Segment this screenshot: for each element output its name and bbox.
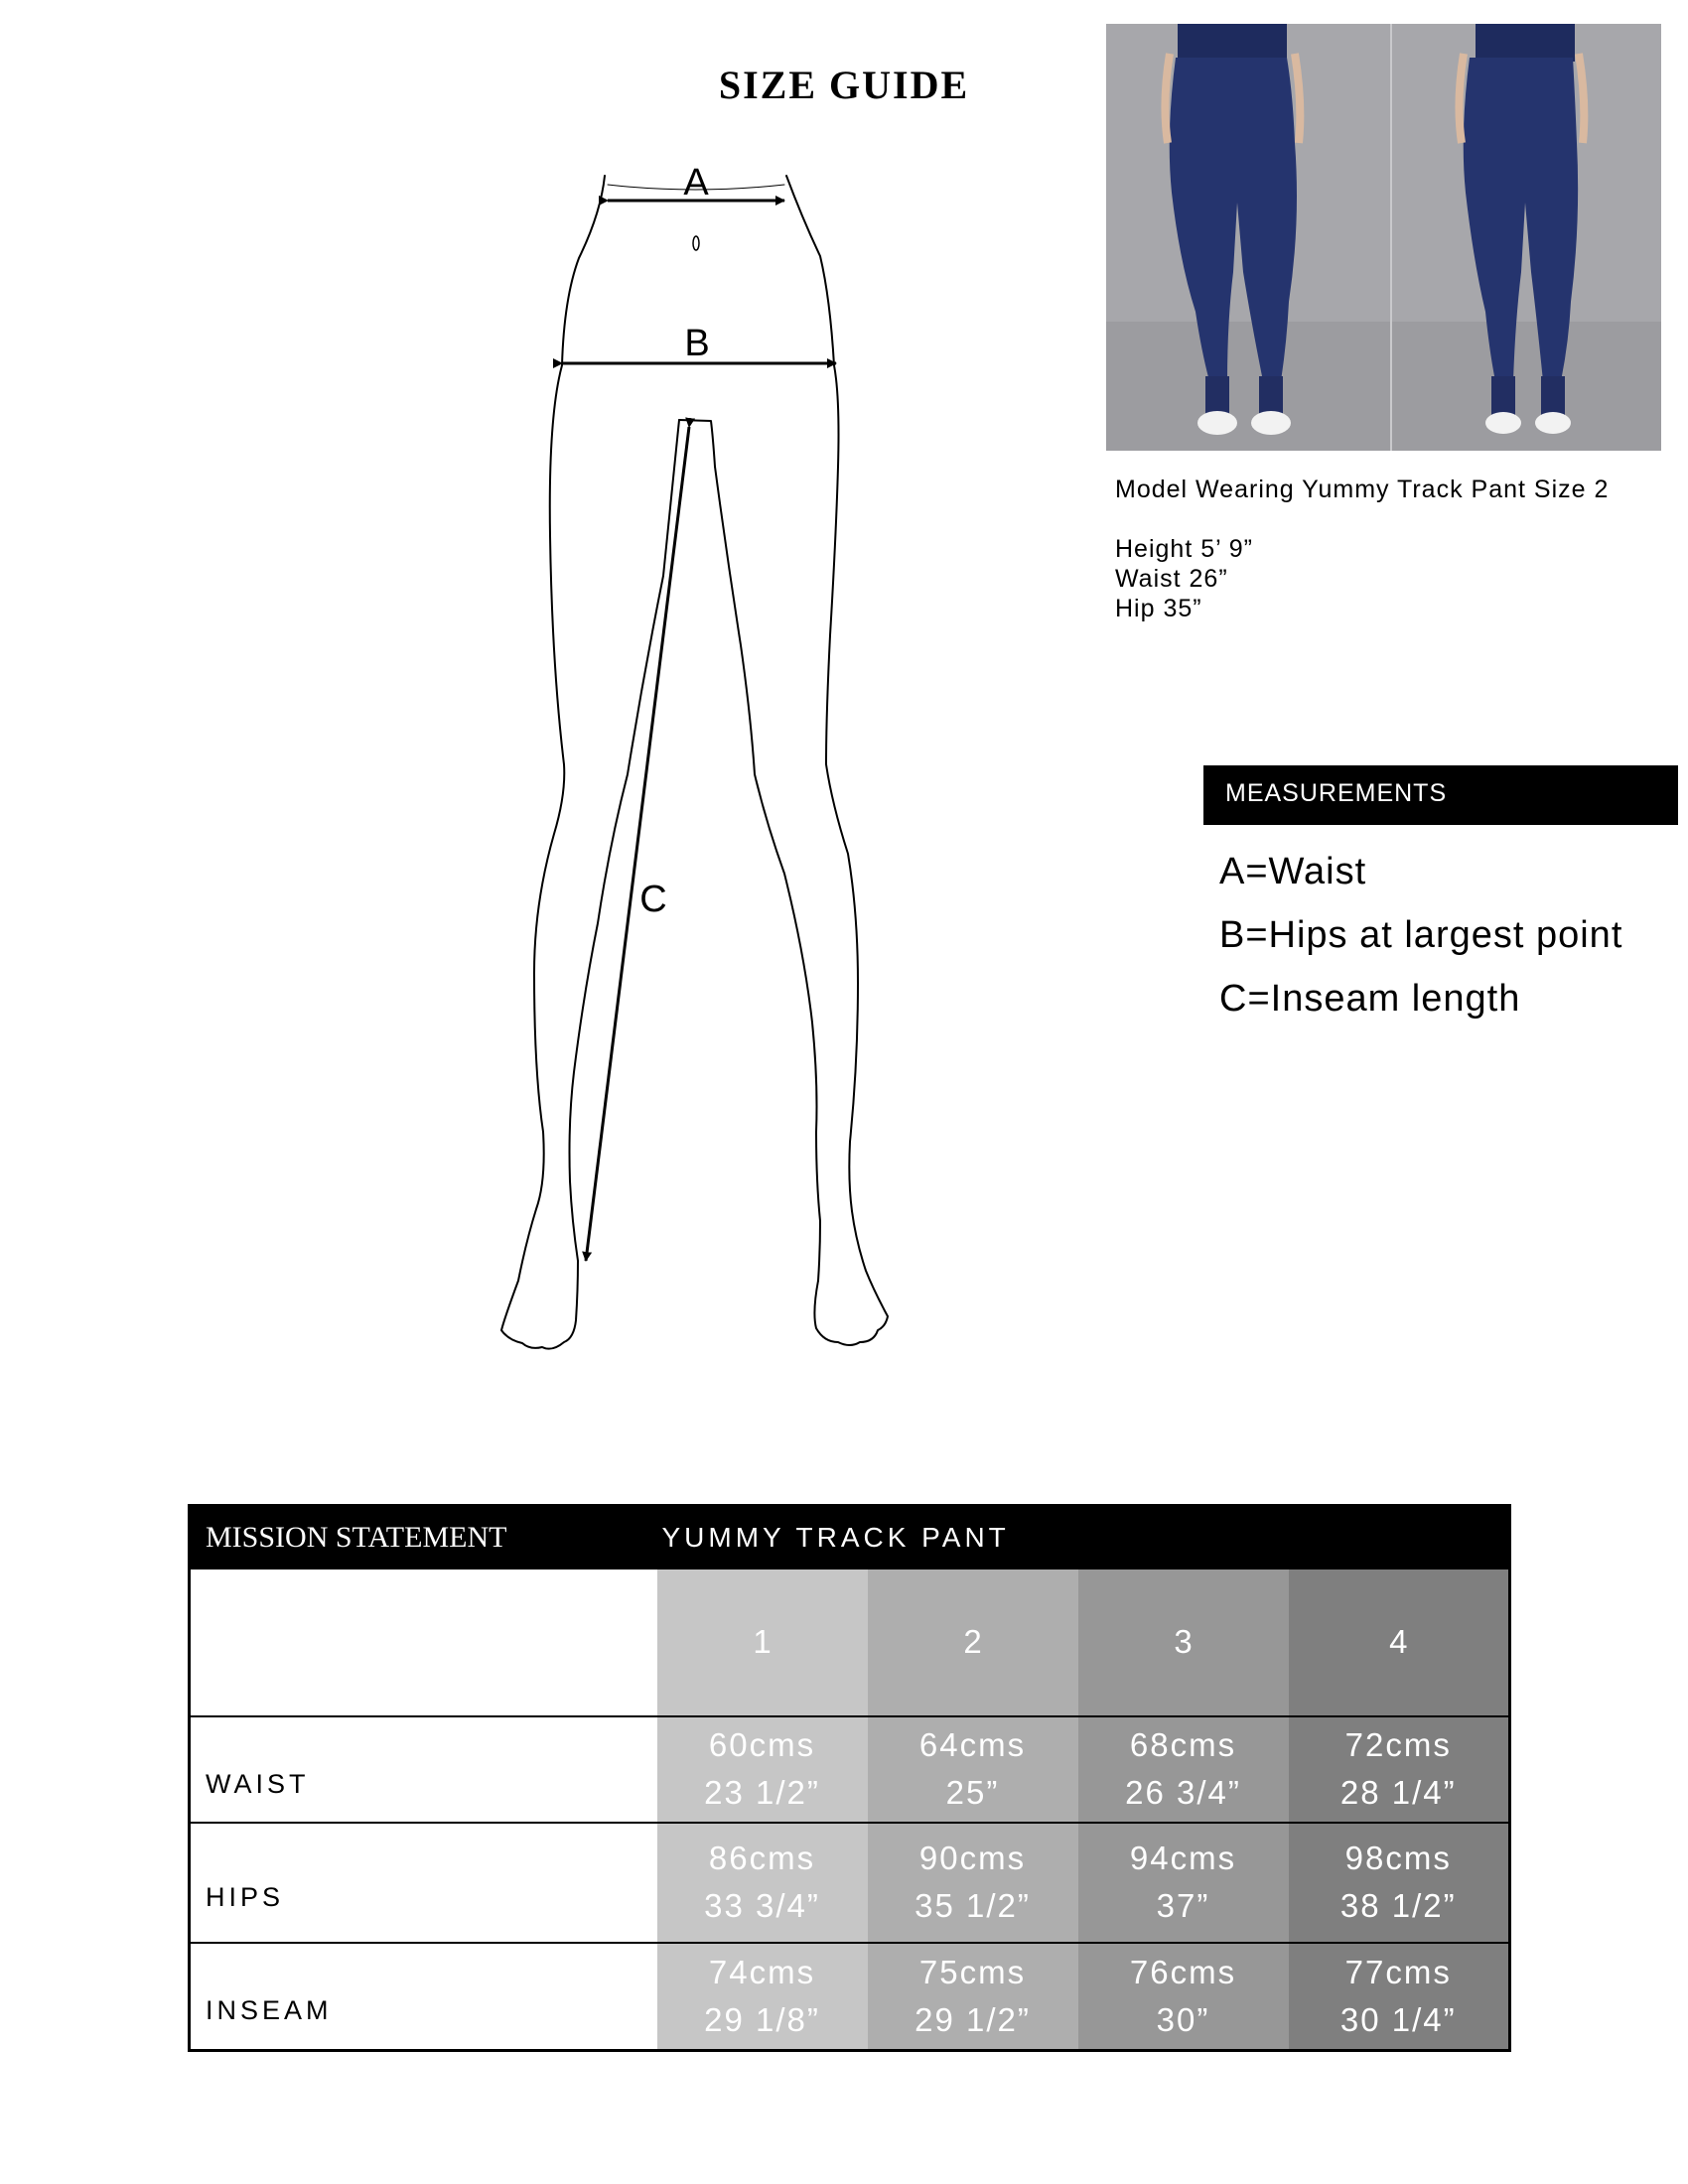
measurements-list [1219, 846, 1622, 1036]
leg-left-inner [570, 420, 680, 1261]
model-hip: Hip 35” [1115, 595, 1202, 622]
table-row [190, 1823, 1510, 1943]
table-header-row [190, 1506, 1510, 1570]
row-label-waist: WAIST [190, 1716, 657, 1823]
size-table [188, 1504, 1511, 2052]
table-corner-label: MISSION STATEMENT [206, 1521, 507, 1555]
sizes-row [190, 1570, 1510, 1716]
size-3: 3 [1078, 1570, 1289, 1716]
size-1: 1 [657, 1570, 868, 1716]
arrow-c [586, 427, 689, 1261]
table-row [190, 1716, 1510, 1823]
waist-size-2: 64cms 25” [868, 1716, 1078, 1823]
page-title: SIZE GUIDE [718, 63, 970, 107]
hips-size-3: 94cms 37” [1078, 1823, 1289, 1943]
waist-size-4: 72cms 28 1/4” [1289, 1716, 1510, 1823]
inseam-size-1: 74cms 29 1/8” [657, 1943, 868, 2051]
measurement-c: C=Inseam length [1219, 978, 1521, 1020]
row-label-inseam: INSEAM [190, 1943, 657, 2051]
label-c: C [639, 879, 667, 920]
table-row [190, 1943, 1510, 2051]
waist-size-1: 60cms 23 1/2” [657, 1716, 868, 1823]
measurement-a: A=Waist [1219, 851, 1367, 892]
foot-right [814, 1211, 888, 1345]
model-photo [1106, 24, 1661, 451]
leg-left-outline [501, 176, 605, 1349]
row-label-hips: HIPS [190, 1823, 657, 1943]
label-b: B [684, 323, 710, 364]
inseam-size-4: 77cms 30 1/4” [1289, 1943, 1510, 2051]
sizes-row-blank [190, 1570, 657, 1716]
size-2: 2 [868, 1570, 1078, 1716]
hips-size-1: 86cms 33 3/4” [657, 1823, 868, 1943]
model-waist: Waist 26” [1115, 565, 1228, 593]
model-stats [1115, 534, 1253, 623]
label-a: A [683, 162, 709, 204]
measurements-header: MEASUREMENTS [1203, 765, 1678, 825]
size-4: 4 [1289, 1570, 1510, 1716]
model-height: Height 5’ 9” [1115, 535, 1253, 563]
hips-size-4: 98cms 38 1/2” [1289, 1823, 1510, 1943]
leg-right-outline [786, 176, 858, 1211]
inseam-size-2: 75cms 29 1/2” [868, 1943, 1078, 2051]
leg-right-inner [715, 467, 820, 1281]
product-name: YUMMY TRACK PANT [661, 1522, 1010, 1554]
button-detail [693, 236, 699, 250]
model-caption: Model Wearing Yummy Track Pant Size 2 [1115, 476, 1610, 503]
measurement-b: B=Hips at largest point [1219, 914, 1623, 956]
inseam-size-3: 76cms 30” [1078, 1943, 1289, 2051]
waist-size-3: 68cms 26 3/4” [1078, 1716, 1289, 1823]
leggings-diagram [467, 159, 923, 1380]
hips-size-2: 90cms 35 1/2” [868, 1823, 1078, 1943]
